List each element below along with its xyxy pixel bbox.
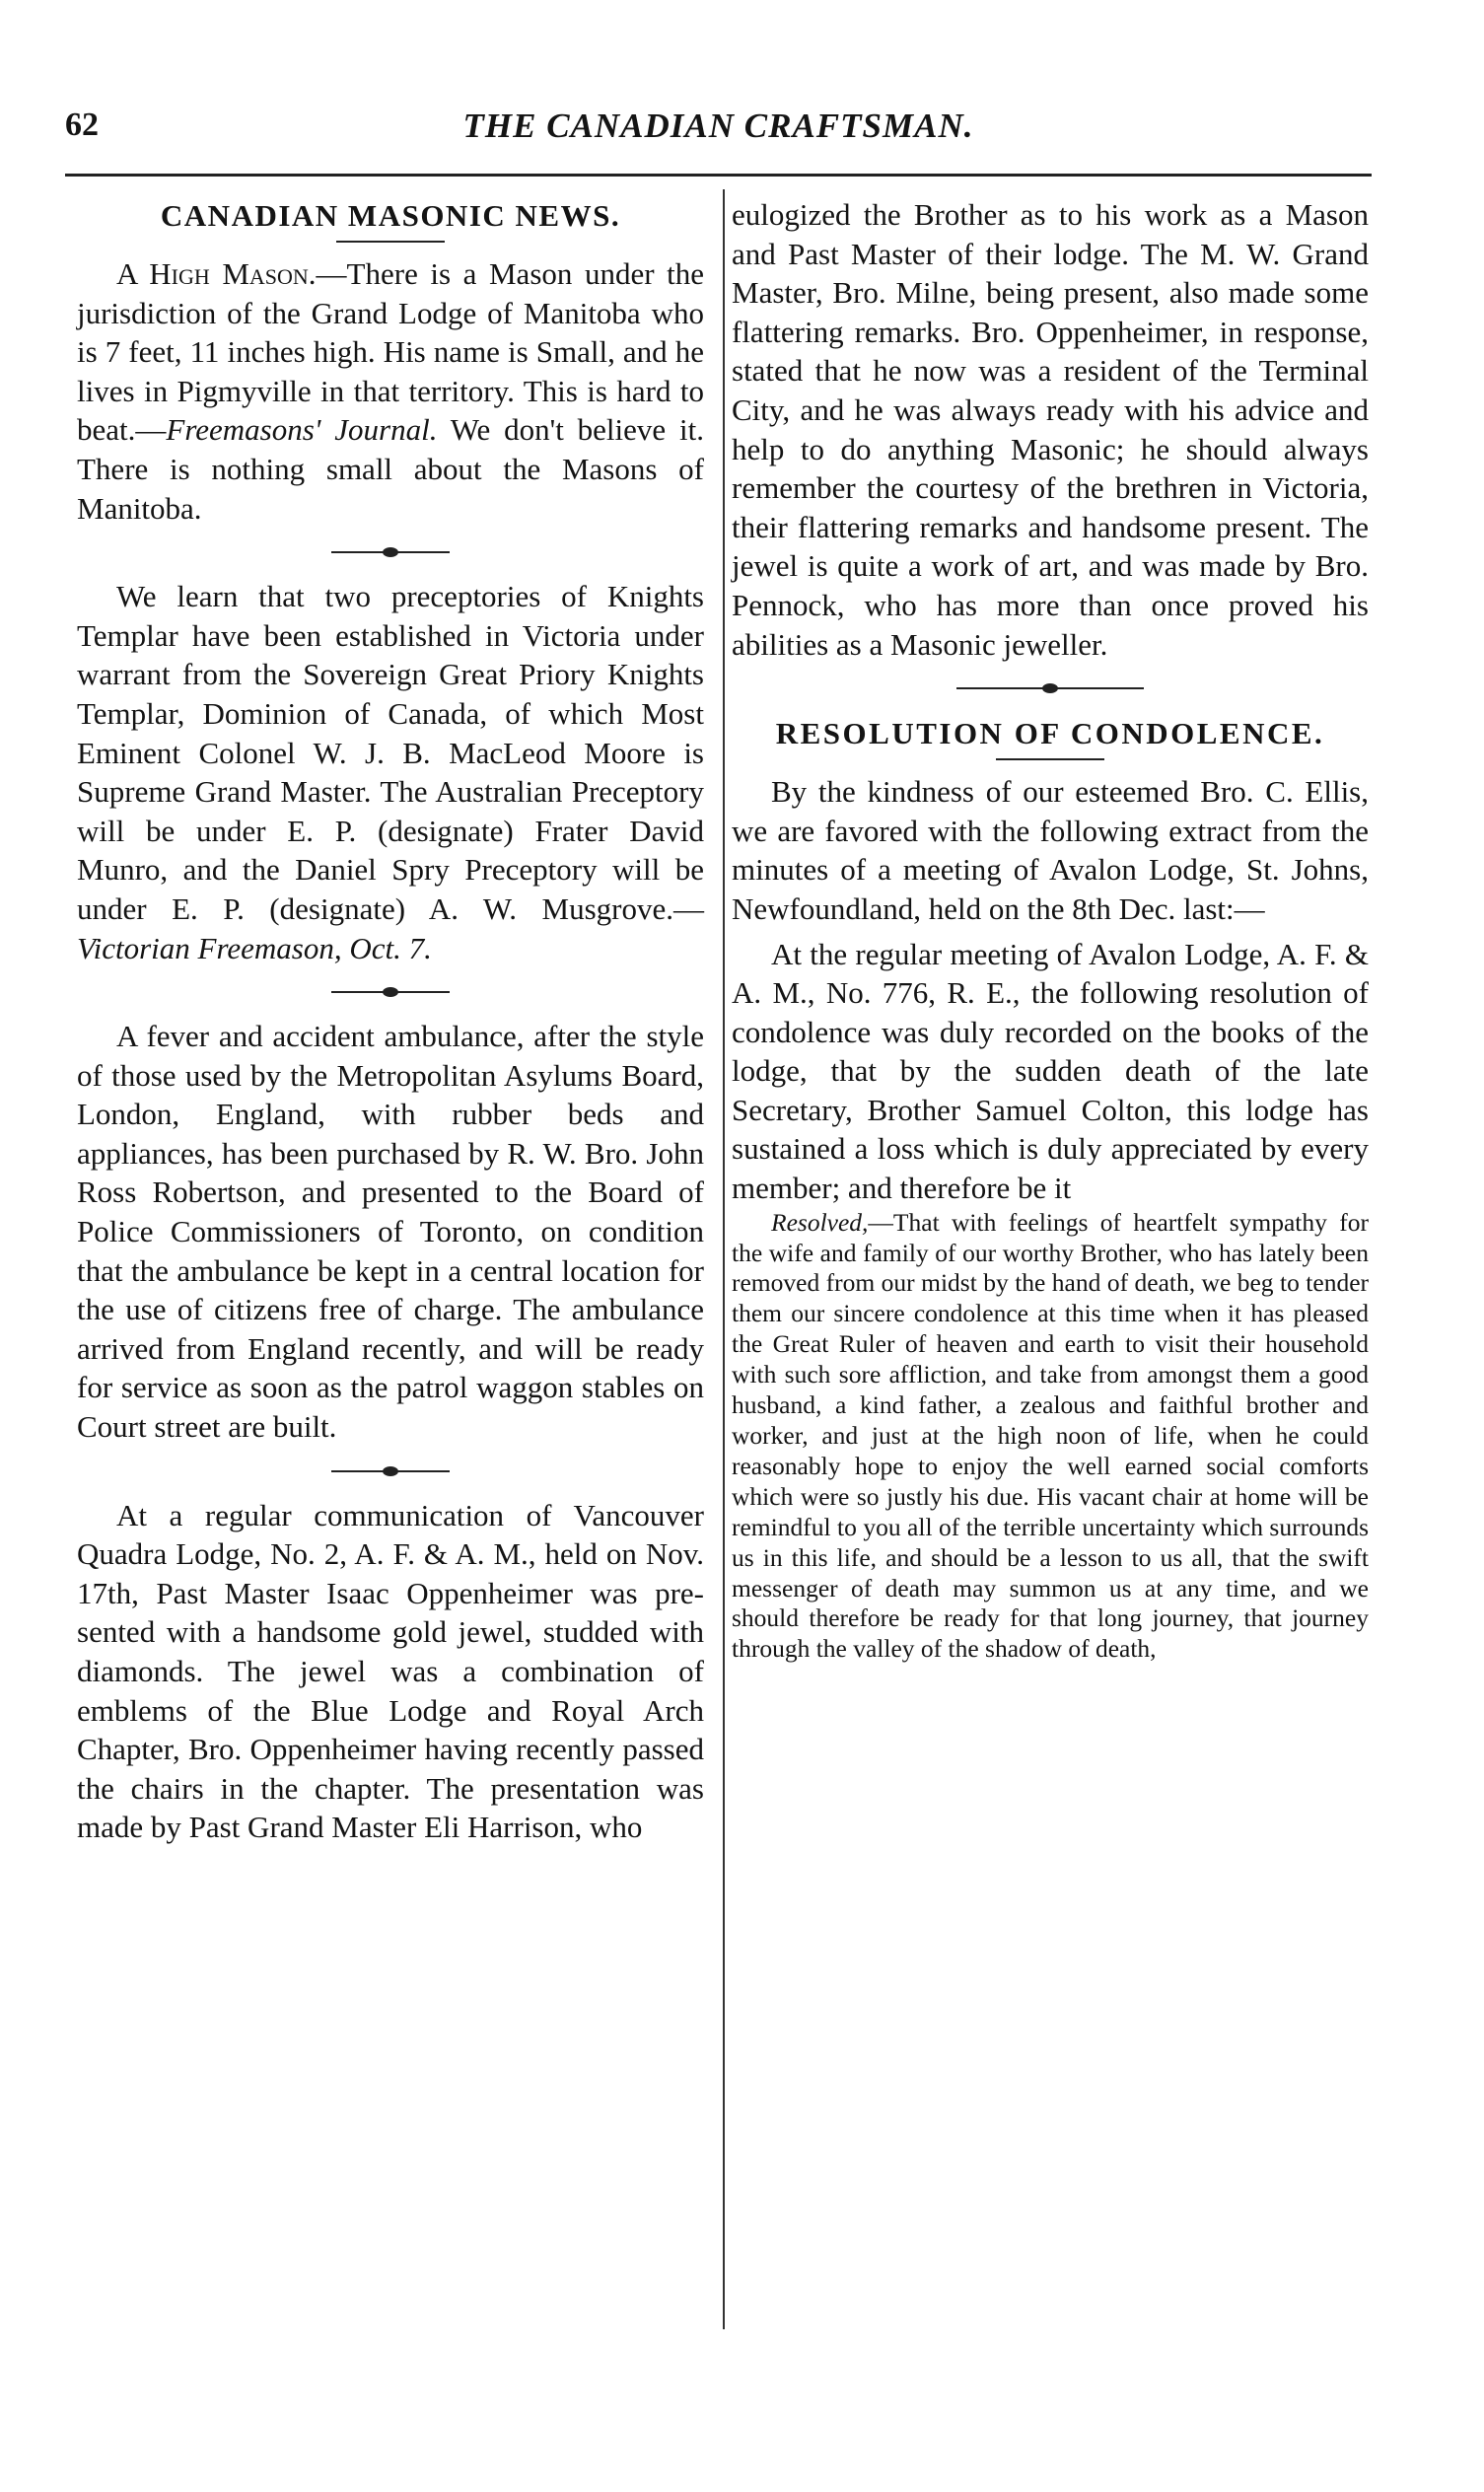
column-divider <box>723 189 725 2329</box>
page-header <box>65 107 1372 166</box>
section-heading-masonic-news: CANADIAN MASONIC NEWS. <box>160 198 621 233</box>
article-quadra-lodge-continued: eulogized the Brother as to his work as a Mason and Past Master of their lodge. The M. W. Grand Master, Bro. Milne, being present, also made some flattering remarks. Bro. Oppenheimer, in response, stated that he now was a resident of the Terminal City, and he was always ready with his advice and help to do anything Masonic; he should always remember the courtesy of the brethren in Victoria, their flattering remarks and handsome present. The jewel is quite a work of art, and was made by Bro. Pennock, who has more than once proved his abilities as a Masonic jeweller. <box>732 197 1369 662</box>
heading-rule <box>336 241 445 243</box>
article-text: —There is a Mason under the jurisdiction of the Grand Lodge of Manitoba who is 7 feet, 11 inches high. His name is Small, and he lives in Pigmyville in that territory. This is hard to beat.— <box>77 256 704 448</box>
resolution-text <box>732 1208 1369 1666</box>
section-ornament <box>331 977 450 1007</box>
article-ambulance: A fever and accident ambulance, after the style of those used by the Metropolitan Asylums Board, London, England, with rubber beds and appliances, has been purchased by R. W. Bro. John Ross Robertson, and presented to the Board of Police Commissioners of Toronto, on condition that the ambulance be kept in a central location for the use of citizens free of charge. The ambulance arrived from England recently, and will be ready for service as soon as the patrol waggon stables on Court street are built. <box>77 1019 704 1445</box>
section-ornament <box>331 1457 450 1486</box>
page-number: 62 <box>65 107 99 143</box>
section-heading-condolence: RESOLUTION OF CONDOLENCE. <box>775 716 1325 751</box>
right-column <box>732 195 1369 1665</box>
article-source: Freemasons' Journal. <box>166 412 438 448</box>
article-preceptories <box>77 577 704 967</box>
article-quadra-lodge: At a regular communication of Vancouver Quadra Lodge, No. 2, A. F. & A. M., held on Nov. 17th, Past Master Isaac Oppenheimer was presented with a handsome gold jewel, studded with diamonds. The jewel was a combination of emblems of the Blue Lodge and Royal Arch Chapter, Bro. Oppenheimer having recently passed the chairs in the chapter. The presentation was made by Past Grand Master Eli Harrison, who <box>77 1497 704 1845</box>
article-high-mason <box>77 254 704 528</box>
article-condolence-intro: By the kindness of our esteemed Bro. C. Ellis, we are favored with the following extract from the minutes of a meeting of Avalon Lodge, St. Johns, Newfoundland, held on the 8th Dec. last:— <box>732 774 1369 926</box>
article-source: Victorian Freemason, Oct. 7. <box>77 930 432 965</box>
resolved-label: Resolved, <box>771 1207 869 1237</box>
header-rule <box>65 174 1372 177</box>
left-column <box>77 195 704 1847</box>
heading-rule <box>996 758 1104 760</box>
article-condolence-meeting: At the regular meeting of Avalon Lodge, A. F. & A. M., No. 776, R. E., the following resolution of condolence was duly recorded on the books of the lodge, that by the sudden death of the late Secretary, Brother Samuel Colton, this lodge has sustained a loss which is duly appreciated by every member; and therefore be it <box>732 936 1369 1206</box>
running-title: THE CANADIAN CRAFTSMAN. <box>462 107 974 145</box>
article-text: We learn that two preceptories of Knights Templar have been established in Victoria under warrant from the Sovereign Great Priory Knights Templar, Dominion of Canada, of which Most Eminent Colonel W. J. B. MacLeod Moore is Supreme Grand Master. The Australian Preceptory will be under E. P. (designate) Frater David Munro, and the Daniel Spry Preceptory will be under E. P. (designate) A. W. Musgrove.— <box>77 579 704 926</box>
section-ornament <box>956 674 1144 703</box>
article-lead-caps: A High Mason. <box>116 256 317 291</box>
section-ornament <box>331 537 450 567</box>
article-text-tail: We don't believe it. There is nothing small about the Masons of Manitoba. <box>77 412 705 526</box>
resolved-body: —That with feelings of heartfelt sympathy for the wife and family of our worthy Brother, who has lately been removed from our midst by the hand of death, we beg to tender them our sincere condolence at this time when it has pleased the Great Ruler of heaven and earth to visit their household with such sore affliction, and take from amongst them a good husband, a kind father, a zealous and faithful brother and worker, and just at the high noon of life, when he could reasonably hope to enjoy the well earned social comforts which were so justly his due. His vacant chair at home will be remindful to you all of the terrible uncertainty which surrounds us in this life, and should be a lesson to us all, that the swift messenger of death may summon us at any time, and we should therefore be ready for that long journey, that journey through the valley of the shadow of death, <box>732 1207 1369 1664</box>
